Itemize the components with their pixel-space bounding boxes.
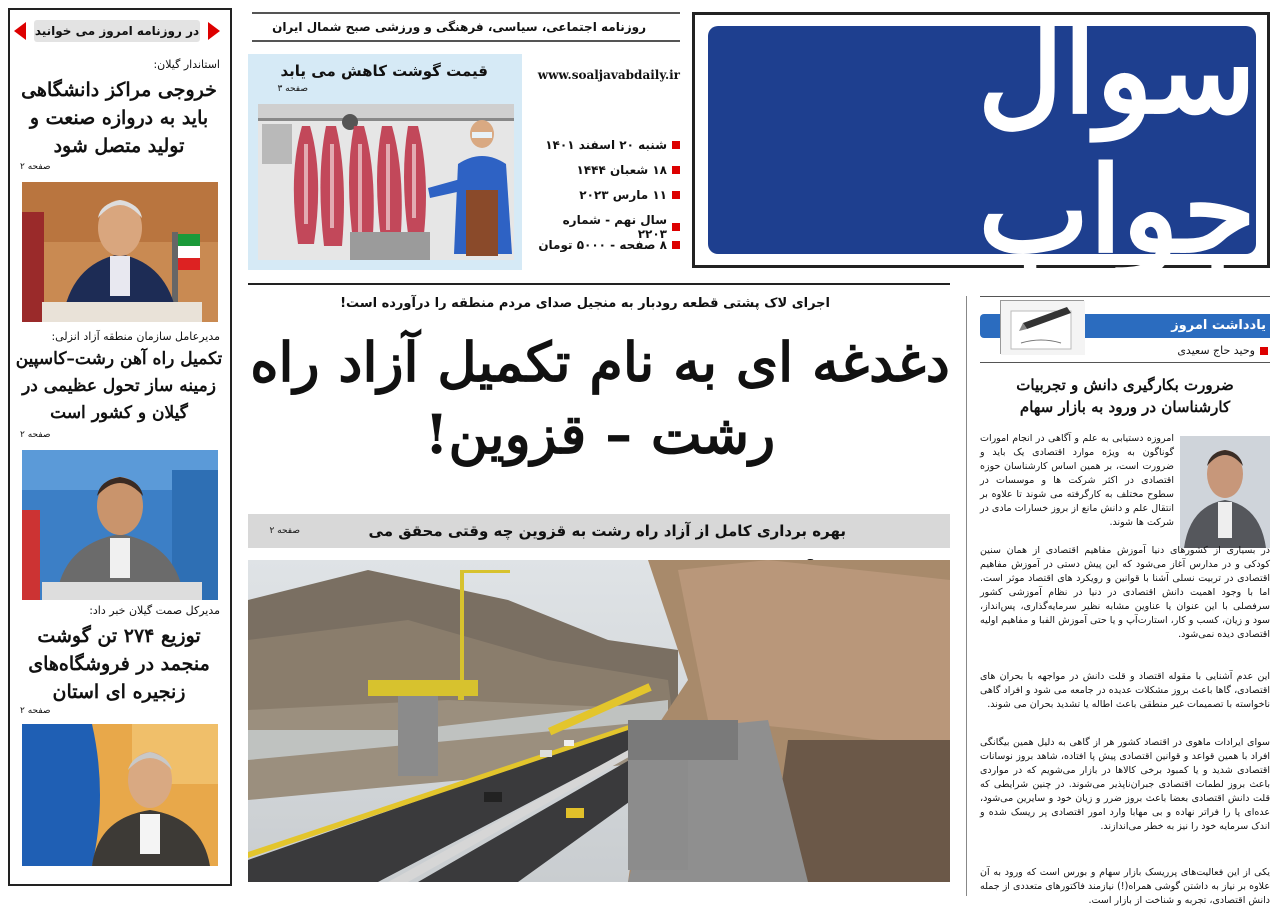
masthead-logo[interactable]: سوال جواب	[977, 1, 1256, 279]
column-paragraph: در بسیاری از کشورهای دنیا آموزش مفاهیم اقتصادی از همان سنین کودکی و در مدارس آغاز می‌شود که این پیش دستی در آموزش مفاهیم اقتصادی در تربیت نسلی آشنا با قوانین و رویکرد های اقتصاد موثر است. اما با وجود اهمیت دانش اقتصادی در دنیا در نظام آموزشی کشور سرفصلی با این عنوان یا عناوین مشابه نظیر سرمایه‌گذاری، پس‌انداز، سود و زیان، کسب و کار، استارت‌آپ و یا حتی آموزش الفبا و مفاهیم اولیه اقتصادی دیده نمی‌شود.	[980, 545, 1270, 640]
column-paragraph: امروزه دستیابی به علم و آگاهی در انجام امورات گوناگون به ویژه موارد اقتصادی یک باید و ضرورت است، بر همین اساس کارشناسان حوزه اقتصادی در اکثر شرکت ها و موسسات در سطوح مختلف به کارگرفته می شوند تا علاوه بر انتقال علم و دانش مانع از بروز خسارات مادی در شرکت ها شوند.	[980, 433, 1174, 528]
sidebar-story-page: صفحه ۲	[20, 706, 51, 716]
sidebar-story-page: صفحه ۲	[20, 430, 51, 440]
arrow-left-icon	[14, 22, 26, 40]
date-gregorian: ۱۱ مارس ۲۰۲۳	[579, 188, 667, 202]
bullet-icon	[672, 191, 680, 199]
sidebar-story-kicker: استاندار گیلان:	[153, 58, 220, 71]
date-row	[534, 188, 680, 202]
lead-top-rule	[248, 283, 950, 285]
issue-number: سال نهم - شماره ۲۲۰۳	[562, 213, 667, 241]
sidebar-story-headline[interactable]: تکمیل راه آهن رشت–کاسپین زمینه ساز تحول عظیمی در گیلان و کشور است	[15, 349, 223, 423]
column-paragraph: این عدم آشنایی با مقوله اقتصاد و قلت دانش در مواجهه با بحران های اقتصادی، گاها باعث بروز مشکلات عدیده در جامعه می شود و افراد گاهی ناخواسته با تصمیمات غیر منطقی باعث اطاله یا تشدید بحران می شوند.	[980, 671, 1270, 710]
butcher-shop-photo	[258, 104, 514, 260]
column-title[interactable]: ضرورت بکارگیری دانش و تجربیات کارشناسان در ورود به بازار سهام	[1016, 376, 1234, 416]
highway-construction-photo	[248, 560, 950, 882]
sidebar-story-kicker: مدیرعامل سازمان منطقه آزاد انزلی:	[51, 330, 220, 343]
lead-headline[interactable]: دغدغه ای به نام تکمیل آزاد راه رشت – قزوین!	[250, 330, 950, 466]
arrow-right-icon	[208, 22, 220, 40]
author-row	[1090, 344, 1268, 357]
date-row	[534, 238, 680, 252]
bullet-icon	[672, 223, 680, 231]
masthead-tagline: روزنامه اجتماعی، سیاسی، فرهنگی و ورزشی صبح شمال ایران	[252, 12, 680, 42]
pages-price: ۸ صفحه - ۵۰۰۰ تومان	[538, 238, 667, 252]
bullet-icon	[672, 241, 680, 249]
sidebar-story-headline[interactable]: توزیع ۲۷۴ تن گوشت منجمد در فروشگاه‌های زنجیره ای استان	[28, 625, 210, 703]
bullet-icon	[672, 166, 680, 174]
sidebar-banner: در روزنامه امروز می خوانید	[34, 20, 200, 42]
sidebar-story-kicker: مدیرکل صمت گیلان خبر داد:	[89, 604, 220, 617]
column-paragraph: سوای ایرادات ماهوی در اقتصاد کشور هر از گاهی به دلیل همین بیگانگی افراد با همین قواعد و قوانین اقتصادی پیش پا افتاده، شاهد بروز نوسانات اقتصادی شدید و یا کمبود برخی کالاها در بازار می‌شویم که در مواردی باعث بروز لطمات اقتصادی جبران‌ناپذیر می‌شوند. در چنین شرایطی که قلت دانش اقتصادی بعضا باعث بروز ضرر و زیان خود و سایرین می‌شود، عده‌ای پا را فراتر نهاده و بی مهابا وارد امور اقتصادی پر ریسک شده و اندک سرمایه خود را نیز به خطر می‌اندازند.	[980, 737, 1270, 832]
date-row	[534, 163, 680, 177]
column-divider	[966, 296, 967, 896]
date-row	[534, 138, 680, 152]
date-solar: شنبه ۲۰ اسفند ۱۴۰۱	[545, 138, 667, 152]
free-zone-ceo-photo	[22, 450, 218, 600]
author-name: وحید حاج سعیدی	[1177, 344, 1255, 357]
bullet-icon	[672, 141, 680, 149]
industry-director-photo	[22, 724, 218, 866]
bullet-icon	[1260, 347, 1268, 355]
lead-underbar-text: بهره برداری کامل از آزاد راه رشت به قزوین چه وقتی محقق می	[368, 522, 846, 540]
column-top-rule	[980, 296, 1270, 297]
pen-icon	[1000, 300, 1084, 354]
website-link[interactable]: www.soaljavabdaily.ir	[537, 68, 680, 82]
sidebar-story-headline[interactable]: خروجی مراکز دانشگاهی باید به دروازه صنعت و تولید متصل شود	[21, 79, 217, 157]
lead-underbar-page: صفحه ۲	[269, 526, 300, 536]
sidebar-story-page: صفحه ۲	[20, 162, 51, 172]
date-row	[534, 213, 680, 241]
column-rule	[980, 362, 1270, 363]
governor-photo	[22, 182, 218, 322]
author-photo	[1180, 436, 1270, 548]
feature-title[interactable]: قیمت گوشت کاهش می یابد	[280, 62, 488, 80]
date-lunar: ۱۸ شعبان ۱۴۴۴	[576, 163, 667, 177]
column-paragraph: یکی از این فعالیت‌های پرریسک بازار سهام و بورس است که ورود به آن علاوه بر نیاز به داشتن گوشی همراه(!) نیازمند فاکتورهای متعددی از جمله دانش اقتصادی، تجربه و شناخت از بازار است.	[980, 867, 1270, 906]
note-label: یادداشت امروز	[1171, 318, 1266, 333]
feature-page: صفحه ۳	[277, 84, 308, 94]
lead-subhead: اجرای لاک پشتی قطعه رودبار به منجیل صدای مردم منطقه را درآورده است!	[340, 296, 830, 311]
